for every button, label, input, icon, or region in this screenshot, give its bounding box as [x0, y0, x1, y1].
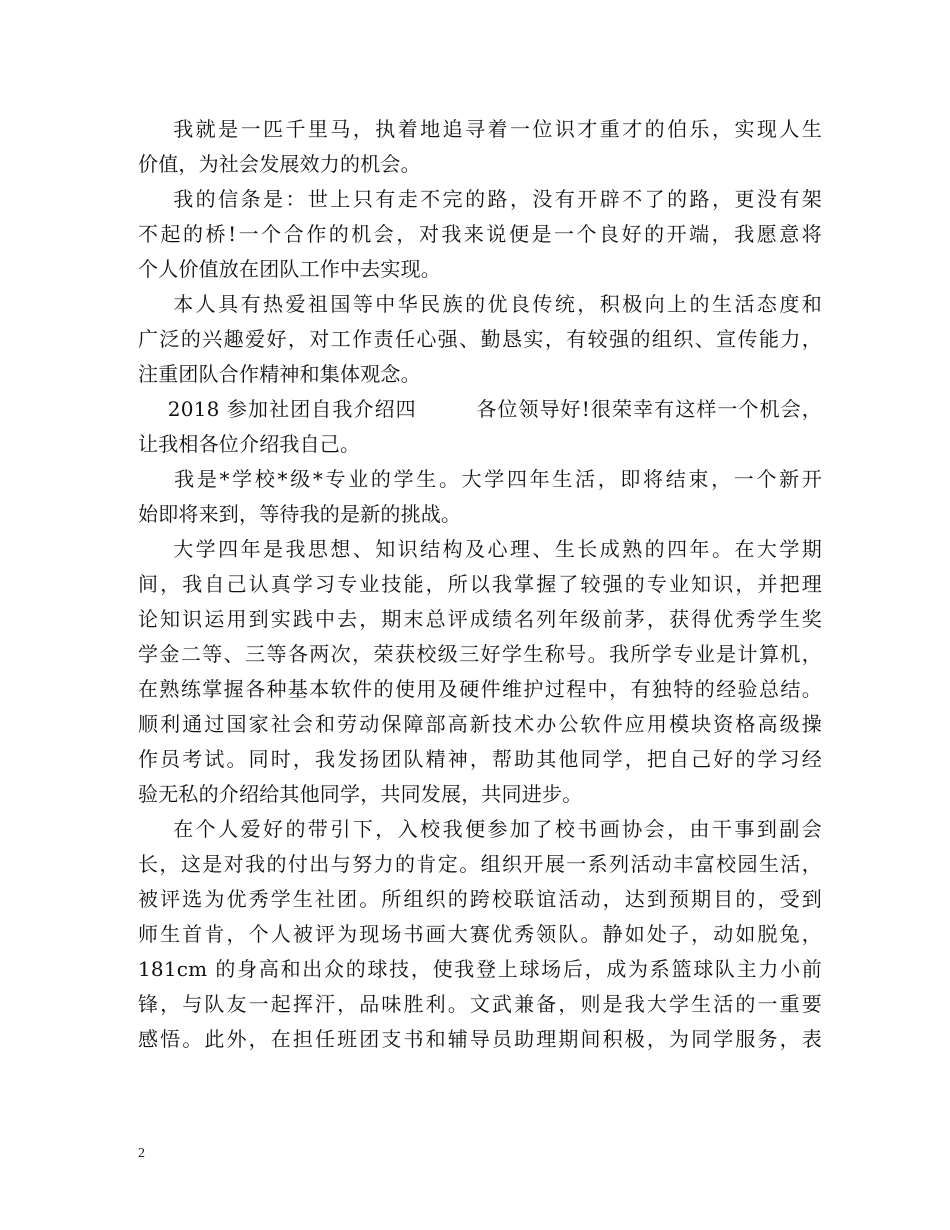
- text-line: 始即将来到，等待我的是新的挑战。: [138, 502, 462, 526]
- text-line: 顺利通过国家社会和劳动保障部高新技术办公软件应用模块资格高级操: [138, 712, 822, 736]
- text-line: 感悟。此外，在担任班团支书和辅导员助理期间积极，为同学服务，表: [138, 1027, 822, 1051]
- text-line: 验无私的介绍给其他同学，共同发展，共同进步。: [138, 782, 583, 806]
- text-line: 学金二等、三等各两次，荣获校级三好学生称号。我所学专业是计算机，: [138, 642, 822, 666]
- text-line: 2018 参加社团自我介绍四 各位领导好!很荣幸有这样一个机会，: [138, 397, 822, 421]
- text-line: 我是*学校*级*专业的学生。大学四年生活，即将结束，一个新开: [138, 467, 822, 491]
- text-line: 价值，为社会发展效力的机会。: [138, 152, 421, 176]
- text-line: 我的信条是：世上只有走不完的路，没有开辟不了的路，更没有架: [138, 187, 822, 211]
- text-line: 181cm 的身高和出众的球技，使我登上球场后，成为系篮球队主力小前: [138, 957, 822, 981]
- text-line: 作员考试。同时，我发扬团队精神，帮助其他同学，把自己好的学习经: [138, 747, 822, 771]
- page-number: 2: [138, 1146, 145, 1161]
- text-line: 长，这是对我的付出与努力的肯定。组织开展一系列活动丰富校园生活，: [138, 852, 822, 876]
- text-line: 锋，与队友一起挥汗，品味胜利。文武兼备，则是我大学生活的一重要: [138, 992, 822, 1016]
- text-line: 让我相各位介绍我自己。: [138, 432, 361, 456]
- text-line: 间，我自己认真学习专业技能，所以我掌握了较强的专业知识，并把理: [138, 572, 822, 596]
- text-line: 论知识运用到实践中去，期末总评成绩名列年级前茅，获得优秀学生奖: [138, 607, 822, 631]
- text-line: 个人价值放在团队工作中去实现。: [138, 257, 441, 281]
- text-line: 本人具有热爱祖国等中华民族的优良传统，积极向上的生活态度和: [138, 292, 822, 316]
- text-line: 我就是一匹千里马，执着地追寻着一位识才重才的伯乐，实现人生: [138, 117, 822, 141]
- text-line: 在熟练掌握各种基本软件的使用及硬件维护过程中，有独特的经验总结。: [138, 677, 822, 701]
- text-line: 不起的桥!一个合作的机会，对我来说便是一个良好的开端，我愿意将: [138, 222, 822, 246]
- text-line: 在个人爱好的带引下，入校我便参加了校书画协会，由干事到副会: [138, 817, 822, 841]
- body-text: [138, 112, 822, 1057]
- text-line: 大学四年是我思想、知识结构及心理、生长成熟的四年。在大学期: [138, 537, 822, 561]
- text-line: 师生首肯，个人被评为现场书画大赛优秀领队。静如处子，动如脱兔，: [138, 922, 822, 946]
- text-line: 注重团队合作精神和集体观念。: [138, 362, 421, 386]
- text-line: 被评选为优秀学生社团。所组织的跨校联谊活动，达到预期目的，受到: [138, 887, 822, 911]
- text-line: 广泛的兴趣爱好，对工作责任心强、勤恳实，有较强的组织、宣传能力，: [138, 327, 822, 351]
